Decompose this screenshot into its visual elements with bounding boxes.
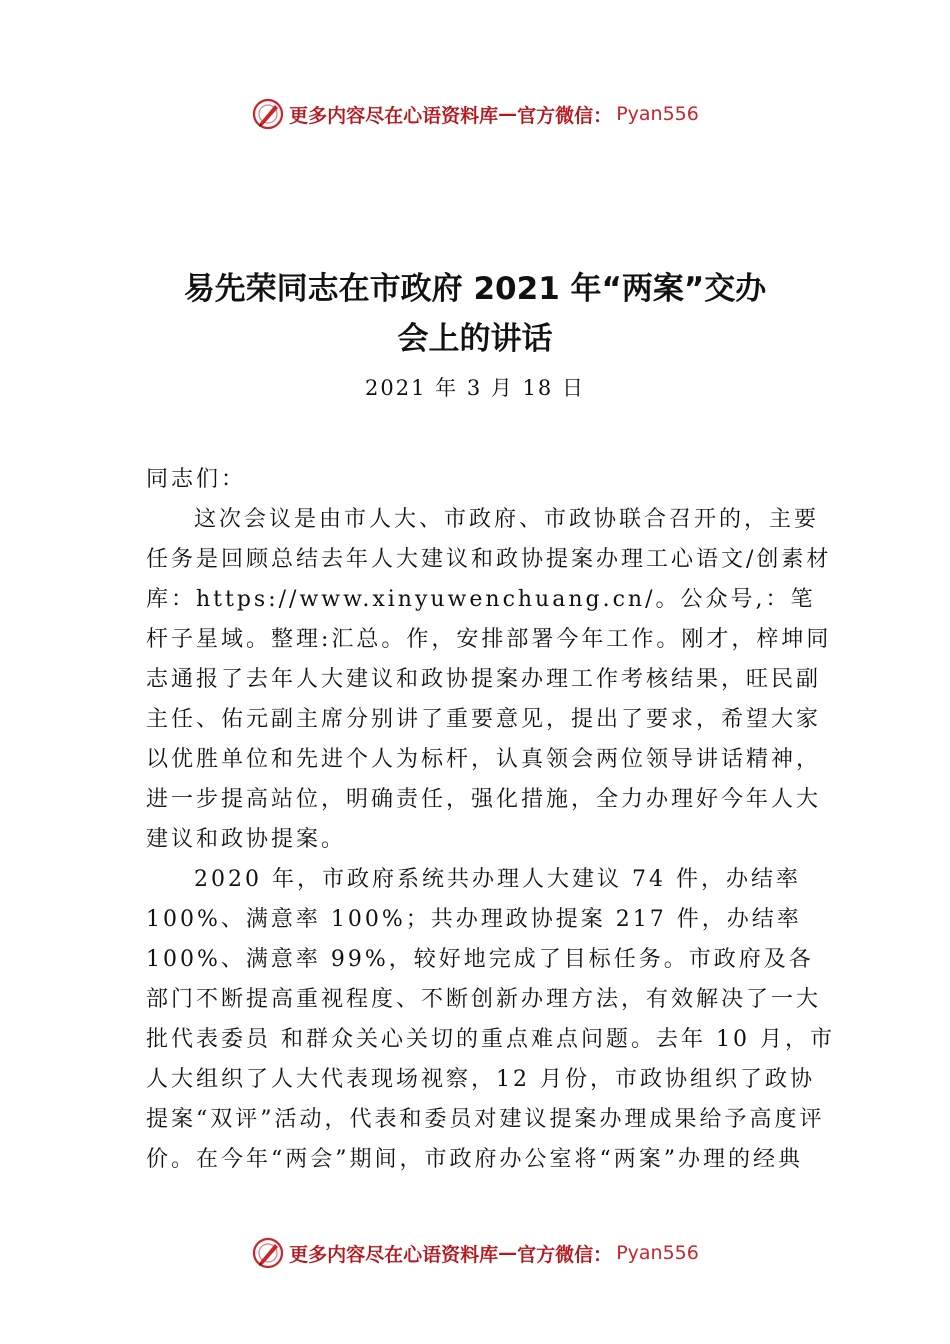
banner-text: 更多内容尽在心语资料库 bbox=[289, 1243, 499, 1266]
paragraph-2: 2020 年，市政府系统共办理人大建议 74 件，办结率 100%、满意率 100%；共办理政协提案 217 件，办结率 100%、满意率 99%，较好地完成了目标任务。市政府及各部门不断提高重视程度、不断创新办理方法，有效解决了一大批代表委员 和群众关心关切的重点难点问题。去年 10 月，市人大组织了人大代表现场视察，12 月份，市政协组织了政协提案“双评”活动，代表和委员对建议提案办理成果给予高度评价。在今年“两会”期间，市政府办公室将“两案”办理的经典 bbox=[146, 867, 835, 1172]
title-line-1: 易先荣同志在市政府 2021 年“两案”交办 bbox=[183, 271, 767, 307]
banner-wechat-id: Pyan556 bbox=[616, 103, 699, 125]
banner-dash: — bbox=[498, 103, 518, 125]
pen-logo-icon bbox=[251, 1236, 285, 1270]
document-title bbox=[100, 264, 850, 364]
footer-watermark-banner bbox=[0, 1233, 950, 1273]
title-line-2: 会上的讲话 bbox=[397, 321, 553, 357]
pen-logo-icon bbox=[251, 97, 285, 131]
banner-text: 更多内容尽在心语资料库 bbox=[289, 104, 499, 127]
document-body bbox=[146, 460, 836, 1180]
document-date: 2021 年 3 月 18 日 bbox=[365, 376, 585, 400]
header-watermark-banner bbox=[0, 94, 950, 134]
banner-wechat-label: 官方微信： bbox=[517, 1243, 613, 1266]
paragraph-1: 这次会议是由市人大、市政府、市政协联合召开的，主要任务是回顾总结去年人大建议和政协提案办理工心语文/创素材库：https://www.xinyuwenchuang.cn/。公众号,：笔杆子星域。整理:汇总。作，安排部署今年工作。刚才，梓坤同志通报了去年人大建议和政协提案办理工作考核结果，旺民副主任、佑元副主席分别讲了重要意见，提出了要求，希望大家以优胜单位和先进个人为标杆，认真领会两位领导讲话精神，进一步提高站位，明确责任，强化措施，全力办理好今年人大建议和政协提案。 bbox=[146, 507, 832, 852]
banner-dash: — bbox=[498, 1242, 518, 1264]
banner-wechat-id: Pyan556 bbox=[616, 1242, 699, 1264]
banner-wechat-label: 官方微信： bbox=[517, 104, 613, 127]
greeting: 同志们： bbox=[146, 467, 247, 492]
